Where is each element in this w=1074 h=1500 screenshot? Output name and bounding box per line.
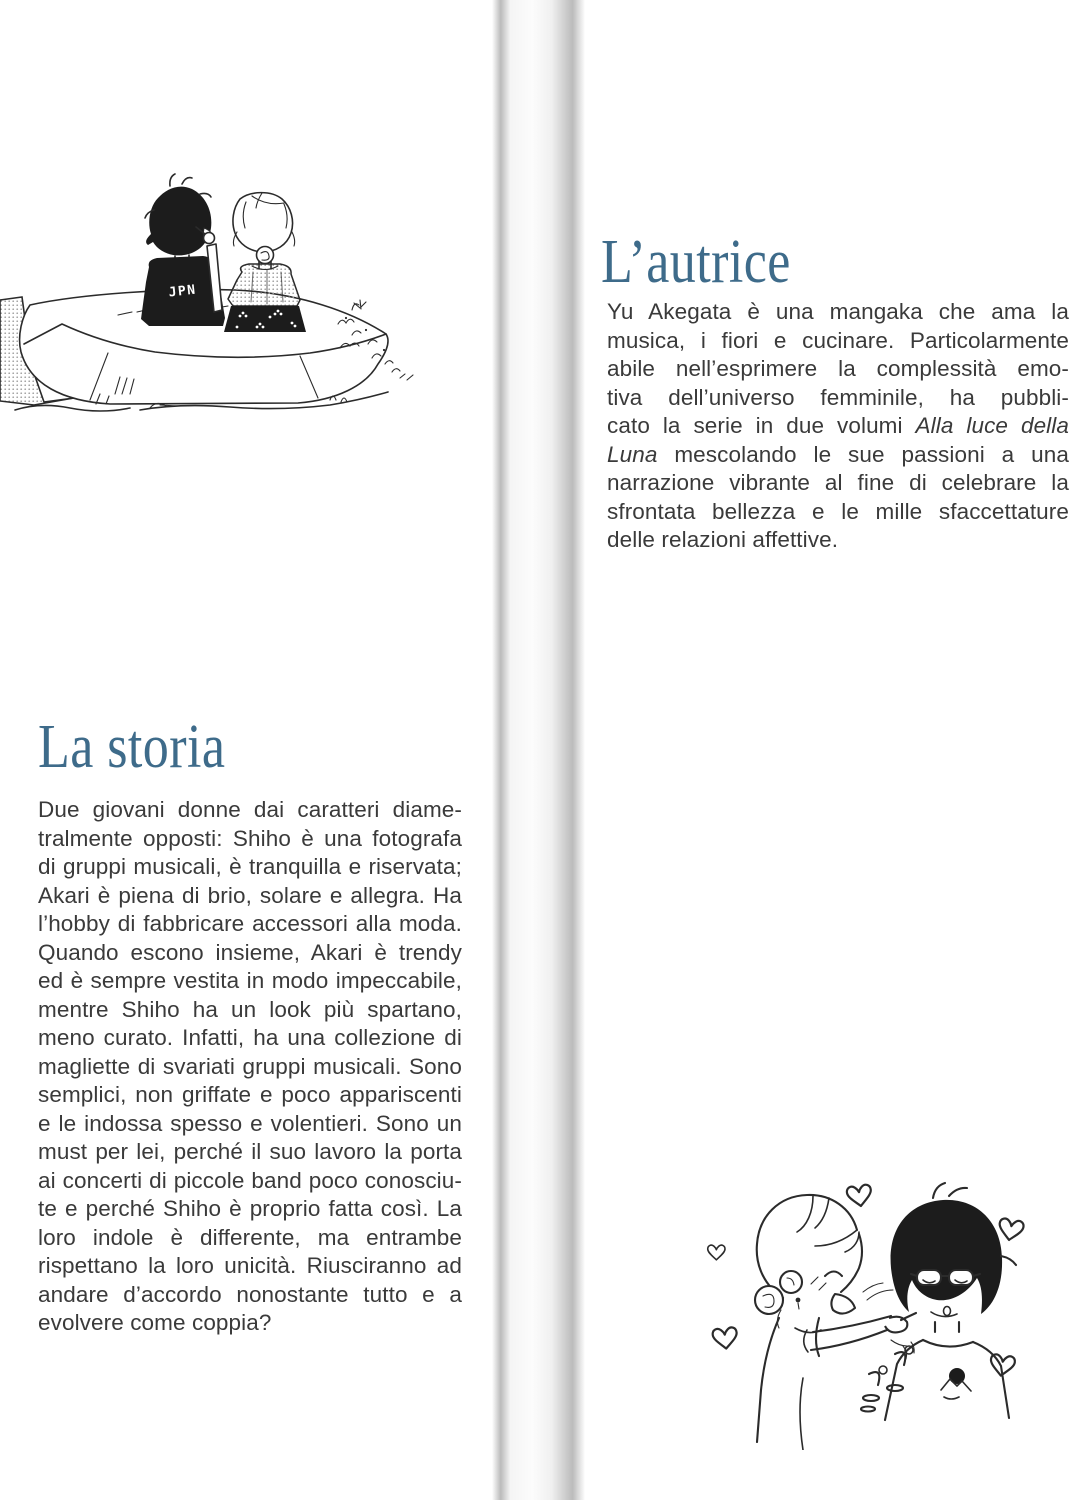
text-line: evolvere come coppia? [38, 1310, 272, 1335]
text-line: Akari è piena di brio, solare e allegra. Ha [38, 882, 462, 908]
laugh-squiggles [861, 1346, 913, 1412]
figure-akari [224, 193, 306, 332]
text-line: Quando escono insieme, Akari è trendy [38, 939, 462, 965]
text-line: abile nell’esprimere la complessità emo- [607, 356, 1069, 381]
text-line: loro indole è differente, ma entrambe [38, 1224, 462, 1250]
chibi-akari [755, 1195, 916, 1450]
chibi-shiho [885, 1183, 1016, 1420]
illustration-two-women-on-rock [0, 172, 420, 417]
text-line: ed è sempre vestita in modo impeccabile, [38, 968, 462, 993]
text-line: meno curato. Infatti, ha una collezione di [38, 1025, 462, 1050]
story-paragraph [38, 796, 462, 1338]
text-line: andare d’accordo nonostante tutto e a [38, 1281, 462, 1307]
text-line: magliette di svariati gruppi musicali. Sono [38, 1053, 462, 1079]
text-line: must per lei, perché il suo lavoro la porta [38, 1139, 462, 1164]
text-line: Yu Akegata è una mangaka che ama la [607, 299, 1069, 324]
text-line: semplici, non griffate e poco appariscenti [38, 1082, 462, 1107]
text-line: te e perché Shiho è proprio fatta così. La [38, 1196, 462, 1221]
text-line: Due giovani donne dai caratteri diame- [38, 797, 462, 822]
text-line: delle relazioni affettive. [607, 527, 839, 552]
text-line: e le indossa spesso e volentieri. Sono un [38, 1110, 462, 1136]
text-line: cato la serie in due volumi Alla luce della [607, 413, 1069, 438]
text-line: sfrontata bellezza e le mille sfaccettature [607, 498, 1069, 524]
illustration-chibi-couple [695, 1160, 1074, 1450]
author-heading: L’autrice [601, 228, 791, 296]
page-fold-gutter [492, 0, 588, 1500]
text-line: rispettano la loro unicità. Riusciranno ad [38, 1253, 462, 1278]
text-line: di gruppi musicali, è tranquilla e riservata; [38, 854, 462, 879]
author-paragraph [607, 298, 1069, 555]
text-line: ai concerti di piccole band poco conosciu- [38, 1167, 462, 1193]
text-line: Luna mescolando le sue passioni a una [607, 441, 1069, 467]
text-line: mentre Shiho ha un look più spartano, [38, 996, 462, 1022]
shirt-text: JPN [167, 282, 198, 301]
text-line: musica, i fiori e cucinare. Particolarmente [607, 327, 1069, 353]
story-heading: La storia [38, 713, 226, 781]
text-line: tiva dell’universo femminile, ha pubbli- [607, 384, 1069, 410]
text-line: narrazione vibrante al fine di celebrare la [607, 470, 1069, 495]
text-line: l’hobby di fabbricare accessori alla moda. [38, 911, 462, 936]
text-line: tralmente opposti: Shiho è una fotografa [38, 825, 462, 851]
figure-shiho [141, 174, 225, 326]
